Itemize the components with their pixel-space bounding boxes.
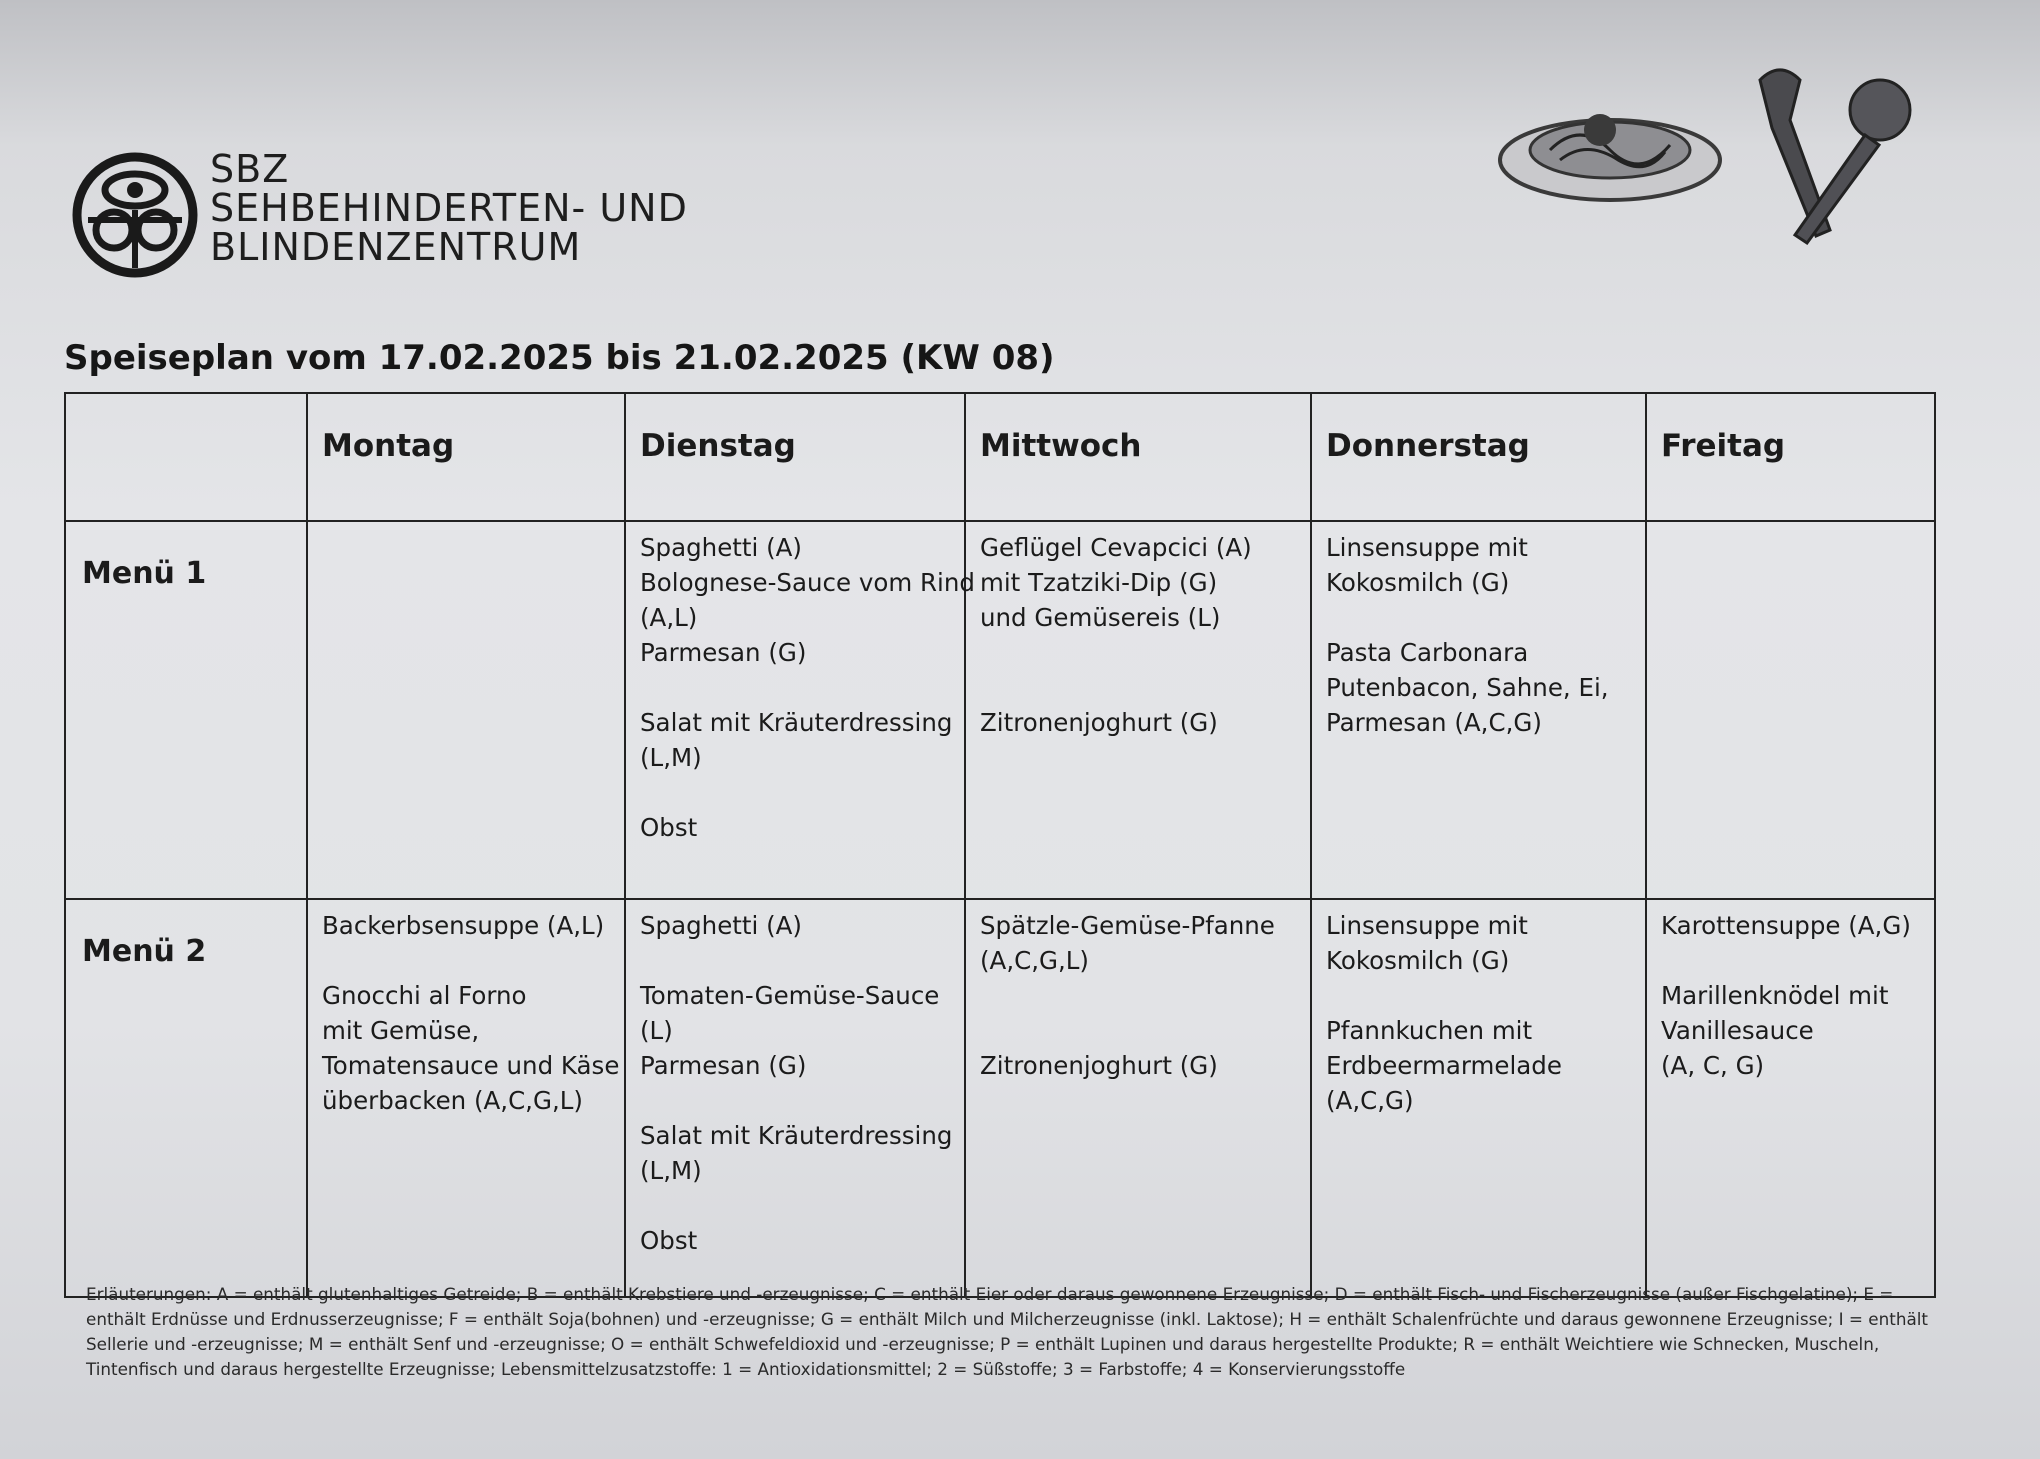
menu-line: Obst (640, 813, 698, 842)
menu-line: (A,C,G) (1326, 1086, 1414, 1115)
header-row (65, 393, 1935, 521)
menu-line: mit Gemüse, (322, 1016, 480, 1045)
menu-line: Pfannkuchen mit (1326, 1016, 1533, 1045)
menu-cell (965, 899, 1311, 1297)
allergen-legend: Erläuterungen: A = enthält glutenhaltiges Getreide; B = enthält Krebstiere und -erzeugnisse; C = enthält Eier oder daraus gewonnene Erzeugnisse; D = enthält Fisch- und Fischerzeugnisse (außer Fischgelatine); E = enthält Erdnüsse und Erdnusserzeugnisse; F = enthält Soja(bohnen) und -erzeugnisse; G = enthält Milch und Milcherzeugnisse (inkl. Laktose); H = enthält Schalenfrüchte und daraus gewonnene Erzeugnisse; I = enthält Sellerie und -erzeugnisse; M = enthält Senf und -erzeugnisse; O = enthält Schwefeldioxid und -erzeugnisse; P = enthält Lupinen und daraus hergestellte Produkte; R = enthält Weichtiere wie Schnecken, Muscheln, Tintenfisch und daraus hergestellte Erzeugnisse; Lebensmittelzusatzstoffe: 1 = Antioxidationsmittel; 2 = Süßstoffe; 3 = Farbstoffe; 4 = Konservierungsstoffe (86, 1284, 1929, 1379)
menu-line: (L,M) (640, 743, 702, 772)
menu-line: Zitronenjoghurt (G) (980, 708, 1218, 737)
page-title: Speiseplan vom 17.02.2025 bis 21.02.2025 (KW 08) (64, 338, 1055, 378)
corner-cell (65, 393, 307, 521)
menu-line (322, 943, 614, 978)
menu-cell (1311, 899, 1646, 1297)
menu-line: Marillenknödel mit (1661, 981, 1889, 1010)
menu-line: und Gemüsereis (L) (980, 603, 1221, 632)
menu-line: Salat mit Kräuterdressing (640, 1121, 953, 1150)
menu-line: Kokosmilch (G) (1326, 568, 1510, 597)
org-line-2: SEHBEHINDERTEN- UND (210, 186, 688, 230)
day-header: Montag (307, 393, 625, 521)
menu-line: Parmesan (G) (640, 1051, 807, 1080)
menu-line (980, 635, 1300, 670)
menu-line (980, 670, 1300, 705)
menu-line: Pasta Carbonara (1326, 638, 1529, 667)
menu-line (980, 1013, 1300, 1048)
menu-line (1661, 943, 1924, 978)
menu-cell (625, 899, 965, 1297)
menu-cell (965, 521, 1311, 899)
menu-cell (307, 521, 625, 899)
menu-line: Zitronenjoghurt (G) (980, 1051, 1218, 1080)
menu-line: Obst (640, 1226, 698, 1255)
org-line-1: SBZ (210, 147, 290, 191)
menu-line: Erdbeermarmelade (1326, 1051, 1562, 1080)
menu-line: Spätzle-Gemüse-Pfanne (980, 911, 1275, 940)
menu-line: mit Tzatziki-Dip (G) (980, 568, 1218, 597)
menu-line: Geflügel Cevapcici (A) (980, 533, 1252, 562)
menu-line: Spaghetti (A) (640, 533, 802, 562)
menu-line: Karottensuppe (A,G) (1661, 911, 1911, 940)
menu-line: Tomaten-Gemüse-Sauce (640, 981, 940, 1010)
menu-table (64, 392, 1936, 1298)
spaghetti-cutlery-icon (1490, 50, 1930, 250)
menu-line: (A, C, G) (1661, 1051, 1765, 1080)
menu-row (65, 521, 1935, 899)
menu-line: überbacken (A,C,G,L) (322, 1086, 583, 1115)
menu-line: Parmesan (G) (640, 638, 807, 667)
menu-line: Linsensuppe mit (1326, 533, 1528, 562)
menu-line: (A,L) (640, 603, 698, 632)
menu-line: Spaghetti (A) (640, 911, 802, 940)
menu-line: Tomatensauce und Käse (322, 1051, 620, 1080)
menu-line (1326, 978, 1635, 1013)
day-header: Dienstag (625, 393, 965, 521)
menu-line: (L,M) (640, 1156, 702, 1185)
menu-line: Salat mit Kräuterdressing (640, 708, 953, 737)
menu-line (640, 670, 954, 705)
org-line-3: BLINDENZENTRUM (210, 225, 582, 269)
row-label: Menü 2 (65, 899, 307, 1297)
menu-line (640, 775, 954, 810)
menu-line: Backerbsensuppe (A,L) (322, 911, 605, 940)
menu-cell (307, 899, 625, 1297)
menu-line: Linsensuppe mit (1326, 911, 1528, 940)
menu-cell (1646, 521, 1935, 899)
sbz-logo-icon (70, 150, 200, 280)
menu-line: (L) (640, 1016, 673, 1045)
row-label: Menü 1 (65, 521, 307, 899)
day-header: Mittwoch (965, 393, 1311, 521)
menu-line (640, 1188, 954, 1223)
organization-name (210, 147, 688, 269)
day-header: Donnerstag (1311, 393, 1646, 521)
menu-cell (1311, 521, 1646, 899)
menu-line (980, 978, 1300, 1013)
menu-line: Vanillesauce (1661, 1016, 1814, 1045)
menu-line: Gnocchi al Forno (322, 981, 527, 1010)
menu-cell (625, 521, 975, 899)
menu-line: (A,C,G,L) (980, 946, 1089, 975)
menu-line (1326, 600, 1635, 635)
day-header: Freitag (1646, 393, 1935, 521)
menu-line (640, 943, 954, 978)
menu-line: Bolognese-Sauce vom Rind (640, 568, 975, 597)
menu-line: Kokosmilch (G) (1326, 946, 1510, 975)
menu-line: Parmesan (A,C,G) (1326, 708, 1542, 737)
menu-row (65, 899, 1935, 1297)
menu-cell (1646, 899, 1935, 1297)
menu-line: Putenbacon, Sahne, Ei, (1326, 673, 1609, 702)
menu-line (640, 1083, 954, 1118)
